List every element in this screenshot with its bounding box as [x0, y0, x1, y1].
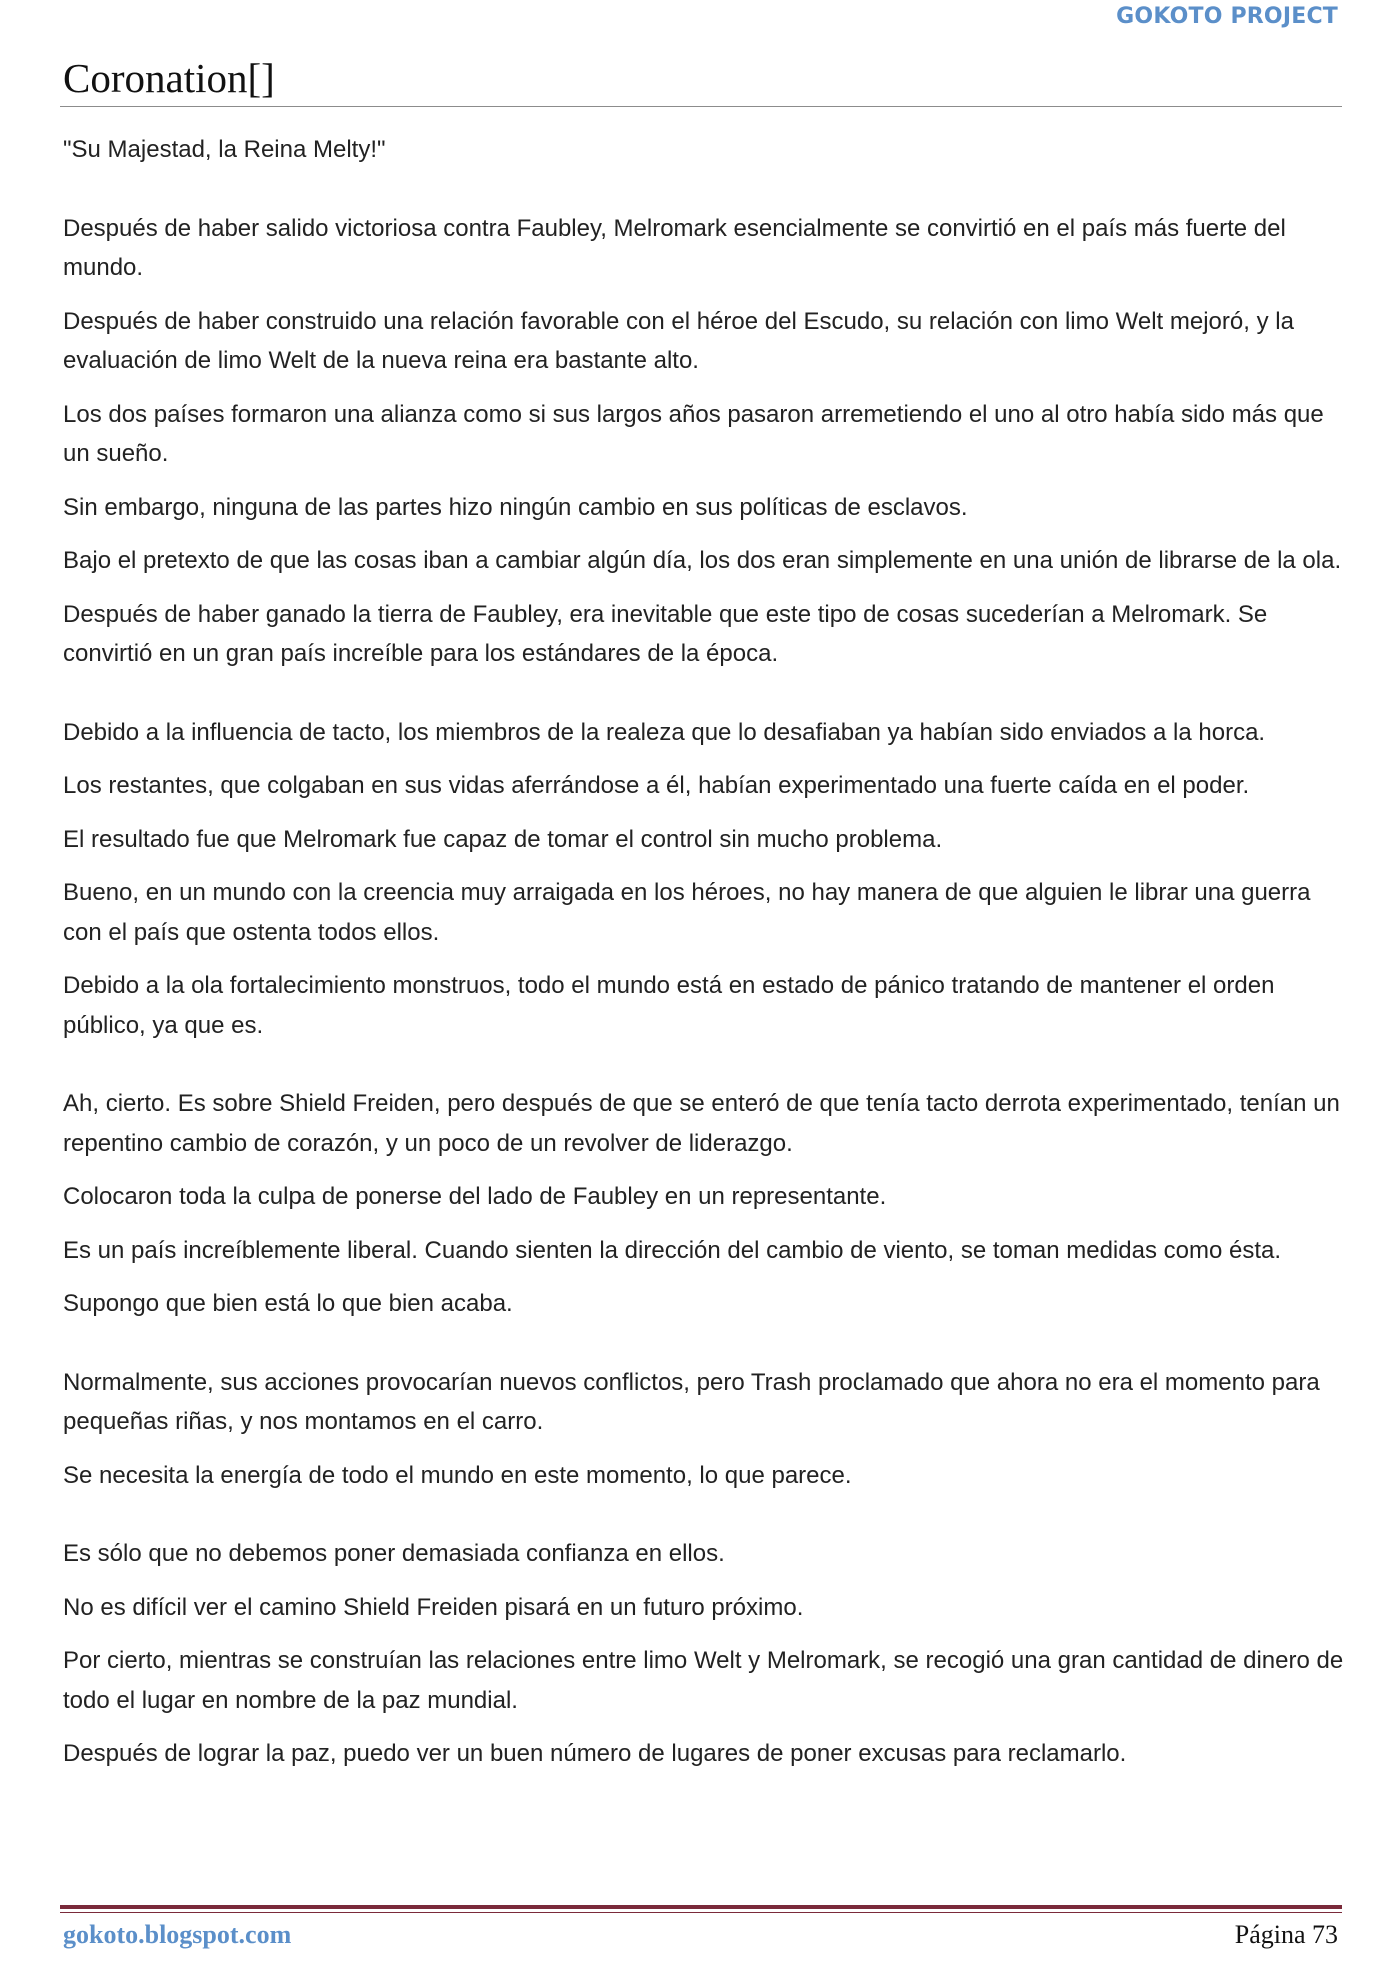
paragraph: Los restantes, que colgaban en sus vidas aferrándose a él, habían experimentado una fuerte caída en el poder.: [63, 772, 1250, 799]
paragraph: Después de lograr la paz, puedo ver un buen número de lugares de poner excusas para reclamarlo.: [63, 1740, 1127, 1767]
paragraph: Se necesita la energía de todo el mundo en este momento, lo que parece.: [63, 1461, 852, 1489]
paragraph: Ah, cierto. Es sobre Shield Freiden, pero después de que se enteró de que tenía tacto derrota experimentado, tenían un repentino cambio de corazón, y un poco de un revolver de liderazgo.: [63, 1090, 1340, 1157]
paragraph: Bajo el pretexto de que las cosas iban a cambiar algún día, los dos eran simplemente en una unión de librarse de la ola.: [63, 547, 1342, 574]
paragraph: Colocaron toda la culpa de ponerse del lado de Faubley en un representante.: [63, 1183, 887, 1210]
paragraph: Los dos países formaron una alianza como si sus largos años pasaron arremetiendo el uno al otro había sido más que un sueño.: [63, 400, 1324, 467]
header-brand: GOKOTO PROJECT: [1116, 4, 1338, 29]
paragraph: El resultado fue que Melromark fue capaz de tomar el control sin mucho problema.: [63, 825, 943, 853]
paragraph: Después de haber salido victoriosa contra Faubley, Melromark esencialmente se convirtió en el país más fuerte del mundo.: [63, 214, 1286, 281]
paragraph: Después de haber ganado la tierra de Faubley, era inevitable que este tipo de cosas sucederían a Melromark. Se convirtió en un gran país increíble para los estándares de la época.: [63, 600, 1268, 667]
paragraph: No es difícil ver el camino Shield Freiden pisará en un futuro próximo.: [63, 1593, 804, 1621]
chapter-title: Coronation[]: [63, 55, 275, 101]
page-number: Página 73: [1234, 1920, 1338, 1949]
document-body: [63, 130, 1348, 1788]
paragraph: Sin embargo, ninguna de las partes hizo ningún cambio en sus políticas de esclavos.: [63, 493, 968, 521]
paragraph: Normalmente, sus acciones provocarían nuevos conflictos, pero Trash proclamado que ahora no era el momento para pequeñas riñas, y nos montamos en el carro.: [63, 1368, 1320, 1435]
paragraph: Después de haber construido una relación favorable con el héroe del Escudo, su relación con limo Welt mejoró, y la evaluación de limo Welt de la nueva reina era bastante alto.: [63, 307, 1294, 374]
paragraph: Es un país increíblemente liberal. Cuando sienten la dirección del cambio de viento, se toman medidas como ésta.: [63, 1236, 1282, 1264]
paragraph: Supongo que bien está lo que bien acaba.: [63, 1290, 513, 1317]
paragraph: "Su Majestad, la Reina Melty!": [63, 136, 386, 163]
footer-divider-thin: [60, 1912, 1342, 1913]
footer-site-link[interactable]: gokoto.blogspot.com: [63, 1920, 292, 1949]
paragraph: Bueno, en un mundo con la creencia muy arraigada en los héroes, no hay manera de que alguien le librar una guerra con el país que ostenta todos ellos.: [63, 879, 1311, 946]
paragraph: Debido a la influencia de tacto, los miembros de la realeza que lo desafiaban ya habían sido enviados a la horca.: [63, 718, 1266, 746]
paragraph: Es sólo que no debemos poner demasiada confianza en ellos.: [63, 1540, 725, 1567]
paragraph: Debido a la ola fortalecimiento monstruos, todo el mundo está en estado de pánico tratando de mantener el orden público, ya que es.: [63, 972, 1275, 1039]
footer-divider-thick: [60, 1905, 1342, 1909]
paragraph: Por cierto, mientras se construían las relaciones entre limo Welt y Melromark, se recogió una gran cantidad de dinero de todo el lugar en nombre de la paz mundial.: [63, 1647, 1344, 1714]
title-divider: [60, 106, 1342, 107]
